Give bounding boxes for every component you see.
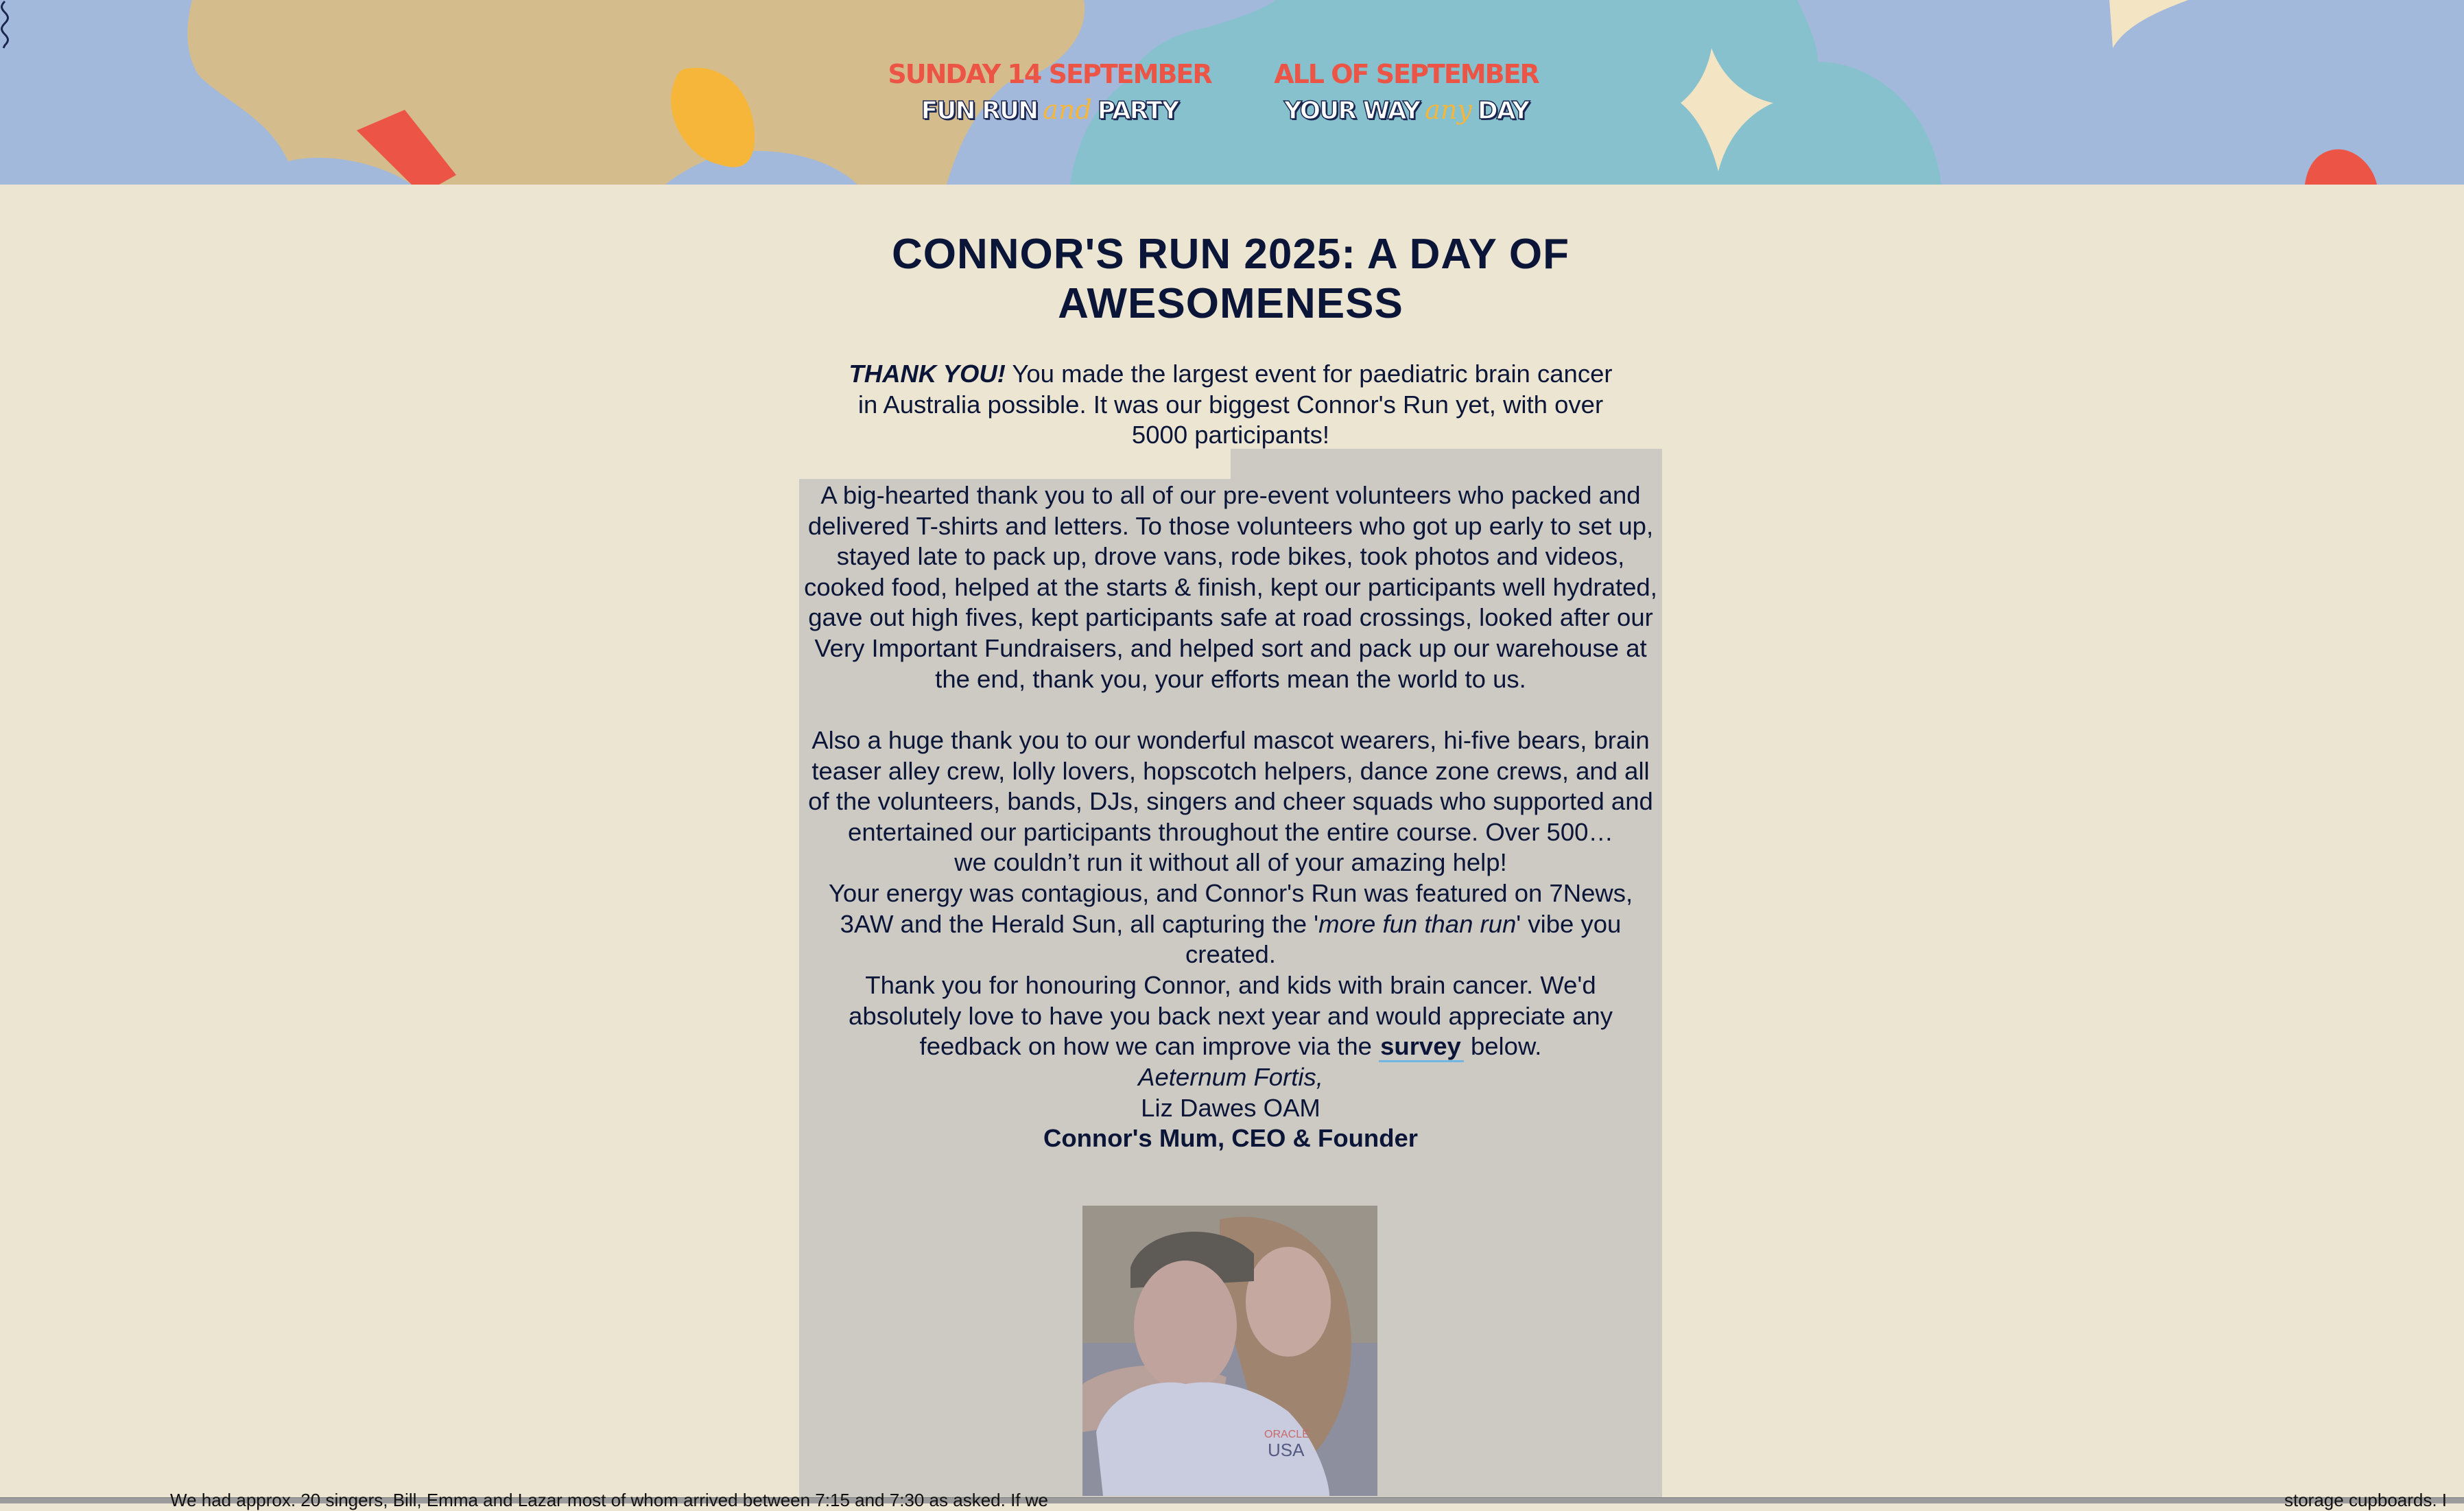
background-window-strip [0, 1490, 2464, 1510]
signature-block [799, 1062, 1662, 1154]
background-window-text-left: We had approx. 20 singers, Bill, Emma and Lazar most of whom arrived between 7:15 and 7:30 as asked. If we [170, 1490, 1048, 1510]
fun-run-tag-a: FUN RUN [921, 96, 1038, 125]
thanks-text-a: Thank you for honouring Connor, and kids with brain cancer. We'd absolutely love to have you back next year and would appreciate any feedback on how we can improve via the [849, 971, 1613, 1061]
media-text-a: Your energy was contagious, and Connor's Run was featured on 7News, 3AW and the Herald Sun, all capturing the ' [828, 879, 1633, 938]
sign-off: Aeternum Fortis, [1138, 1063, 1323, 1091]
thanks-paragraph [799, 970, 1662, 1062]
thanks-text-b: below. [1463, 1032, 1542, 1061]
event-banner [0, 0, 2464, 185]
article-content [799, 185, 1662, 1497]
signer-name: Liz Dawes OAM [1141, 1093, 1320, 1122]
volunteers-paragraph: A big-hearted thank you to all of our pre-event volunteers who packed and delivered T-shirts and letters. To those volunteers who got up early to set up, stayed late to pack up, drove vans, rode bikes, took photos and videos, cooked food, helped at the starts & finish, kept our participants well hydrated, gave out high fives, kept participants safe at road crossings, looked after our Very Important Fundraisers, and helped sort and pack up our warehouse at the end, thank you, your efforts mean the world to us. [804, 481, 1657, 693]
banner-decoration [0, 0, 2464, 185]
shirt-brand: ORACLE [1264, 1429, 1310, 1440]
your-way-tag-script: any [1425, 94, 1472, 125]
shirt-text: USA [1268, 1440, 1305, 1460]
fun-run-tag-b: PARTY [1097, 96, 1178, 125]
fun-run-date: SUNDAY 14 SEPTEMBER [888, 58, 1211, 89]
intro-text: You made the largest event for paediatric brain cancer in Australia possible. It was our biggest Connor's Run yet, with over 5000 participants! [857, 360, 1613, 449]
page-title: CONNOR'S RUN 2025: A DAY OF AWESOMENESS [891, 231, 1570, 327]
background-window-text-right: storage cupboards. I [2284, 1490, 2448, 1510]
your-way-date: ALL OF SEPTEMBER [1274, 58, 1539, 89]
founder-photo [1082, 1206, 1377, 1496]
media-text-b: ' vibe you created. [1185, 909, 1622, 969]
media-italic: more fun than run [1318, 909, 1517, 938]
fun-run-date-block [888, 0, 1211, 185]
fun-run-tag-script: and [1043, 94, 1092, 125]
mascots-text: Also a huge thank you to our wonderful mascot wearers, hi-five bears, brain teaser alley crew, lolly lovers, hopscotch helpers, dance zone crews, and all of the volunteers, bands, DJs, singers and cheer squads who supported and entertained our participants throughout the entire course. Over 500… [808, 726, 1653, 846]
intro-bold: THANK YOU! [849, 360, 1006, 388]
selection-highlight-top [1231, 449, 1662, 479]
founder-photo-image [1082, 1206, 1377, 1496]
mascots-paragraph [799, 725, 1662, 878]
survey-link[interactable]: survey [1379, 1032, 1464, 1062]
signer-role: Connor's Mum, CEO & Founder [1043, 1124, 1419, 1153]
wavy-divider-icon [0, 0, 10, 49]
your-way-tag-a: YOUR WAY [1283, 96, 1420, 125]
cream-corner-shape [2109, 0, 2188, 48]
media-paragraph [799, 878, 1662, 970]
mascots-end: we couldn’t run it without all of your amazing help! [954, 848, 1507, 877]
your-way-tag-b: DAY [1477, 96, 1529, 125]
your-way-tagline [1284, 93, 1528, 128]
intro-paragraph [799, 359, 1662, 451]
fun-run-tagline [921, 93, 1178, 128]
your-way-date-block [1262, 0, 1550, 185]
red-dome-shape [2305, 150, 2377, 185]
